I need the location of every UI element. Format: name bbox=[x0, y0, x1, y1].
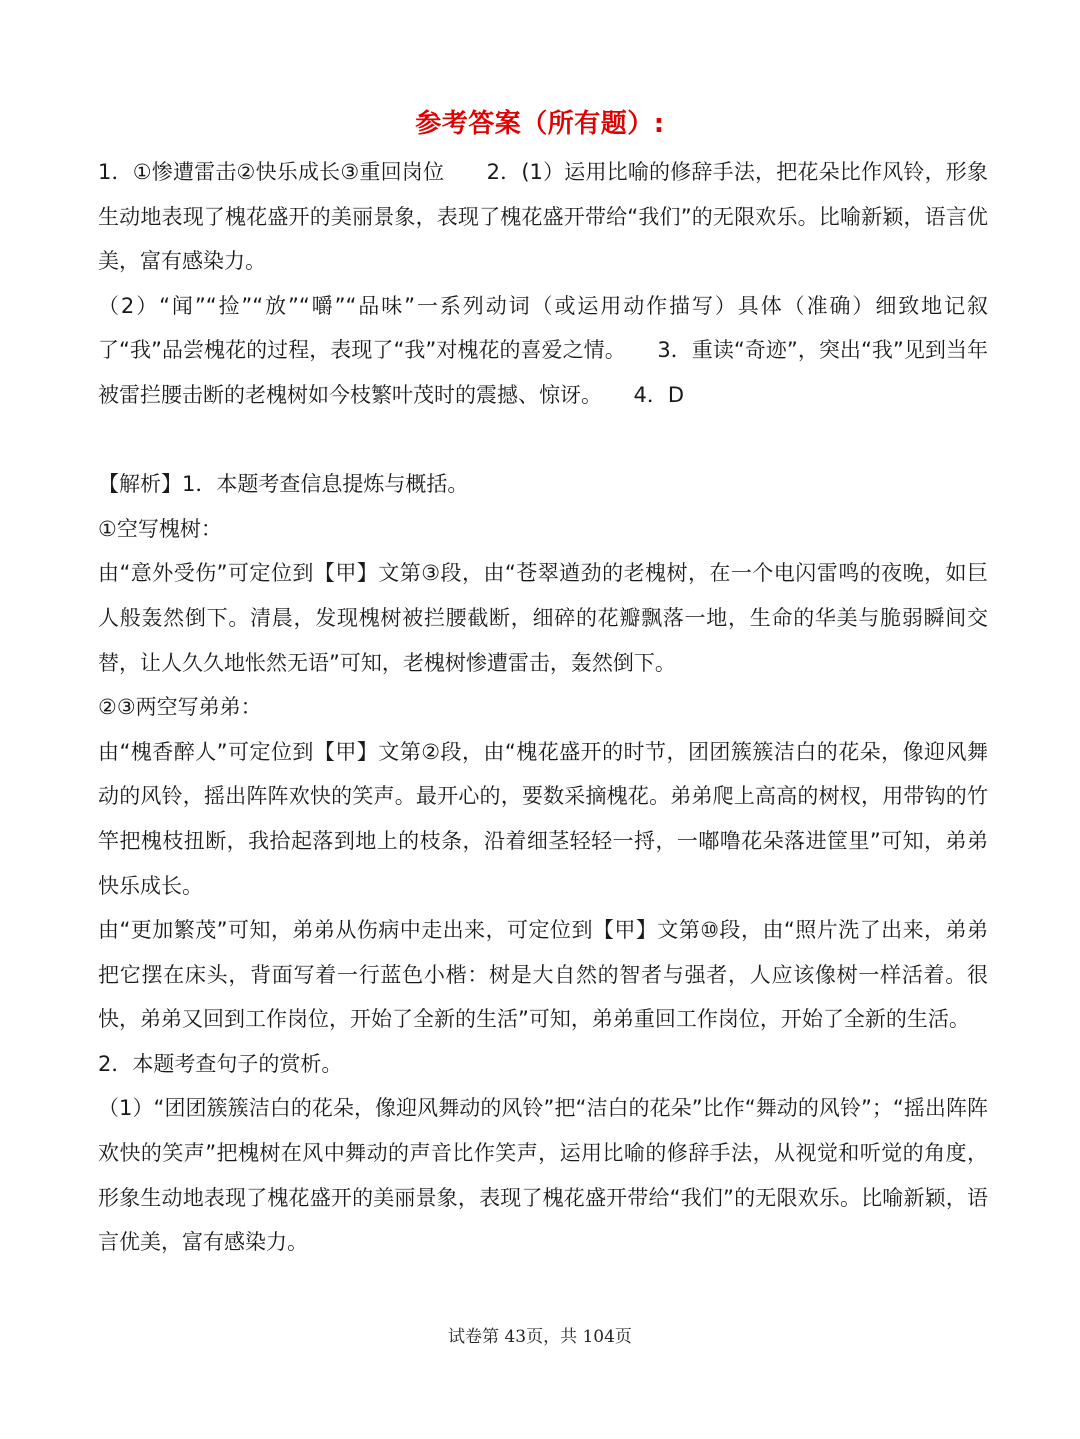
answer-paragraph-2: （2）“闻”“捡”“放”“嚼”“品味”一系列动词（或运用动作描写）具体（准确）细致地记叙了“我”品尝槐花的过程，表现了“我”对槐花的喜爱之情。 3．重读“奇迹”，突出“我”见到当年被雷拦腰击断的老槐树如今枝繁叶茂时的震撼、惊讶。 4．D bbox=[98, 293, 988, 407]
analysis-paragraph-4: （1）“团团簇簇洁白的花朵，像迎风舞动的风铃”把“洁白的花朵”比作“舞动的风铃”；“摇出阵阵欢快的笑声”把槐树在风中舞动的声音比作笑声，运用比喻的修辞手法，从视觉和听觉的角度，形象生动地表现了槐花盛开的美丽景象，表现了槐花盛开带给“我们”的无限欢乐。比喻新颖，语言优美，富有感染力。 bbox=[98, 1096, 988, 1255]
answer-paragraph-1: 1．①惨遭雷击②快乐成长③重回岗位 2．(1）运用比喻的修辞手法，把花朵比作风铃，形象生动地表现了槐花盛开的美丽景象，表现了槐花盛开带给“我们”的无限欢乐。比喻新颖，语言优美，富有感染力。 bbox=[98, 160, 988, 274]
answer-body bbox=[98, 150, 988, 1265]
analysis-paragraph-1: 由“意外受伤”可定位到【甲】文第③段，由“苍翠遒劲的老槐树，在一个电闪雷鸣的夜晚，如巨人般轰然倒下。清晨，发现槐树被拦腰截断，细碎的花瓣飘落一地，生命的华美与脆弱瞬间交替，让人久久地怅然无语”可知，老槐树惨遭雷击，轰然倒下。 bbox=[98, 561, 988, 675]
analysis-heading: 【解析】1．本题考查信息提炼与概括。 bbox=[98, 472, 469, 497]
page-footer: 试卷第 43页，共 104页 bbox=[448, 1327, 632, 1347]
analysis-item-2-label: ②③两空写弟弟： bbox=[98, 695, 262, 720]
analysis-paragraph-2: 由“槐香醉人”可定位到【甲】文第②段，由“槐花盛开的时节，团团簇簇洁白的花朵，像迎风舞动的风铃，摇出阵阵欢快的笑声。最开心的，要数采摘槐花。弟弟爬上高高的树杈，用带钩的竹竿把槐枝扭断，我拾起落到地上的枝条，沿着细茎轻轻一捋，一嘟噜花朵落进筐里”可知，弟弟快乐成长。 bbox=[98, 739, 988, 898]
paragraph-gap bbox=[98, 418, 988, 463]
analysis-question-2-heading: 2．本题考查句子的赏析。 bbox=[98, 1051, 343, 1076]
analysis-item-1-label: ①空写槐树： bbox=[98, 516, 222, 541]
analysis-paragraph-3: 由“更加繁茂”可知，弟弟从伤病中走出来，可定位到【甲】文第⑩段，由“照片洗了出来，弟弟把它摆在床头，背面写着一行蓝色小楷：树是大自然的智者与强者，人应该像树一样活着。很快，弟弟又回到工作岗位，开始了全新的生活”可知，弟弟重回工作岗位，开始了全新的生活。 bbox=[98, 918, 988, 1032]
answer-title: 参考答案（所有题）: bbox=[415, 109, 665, 139]
